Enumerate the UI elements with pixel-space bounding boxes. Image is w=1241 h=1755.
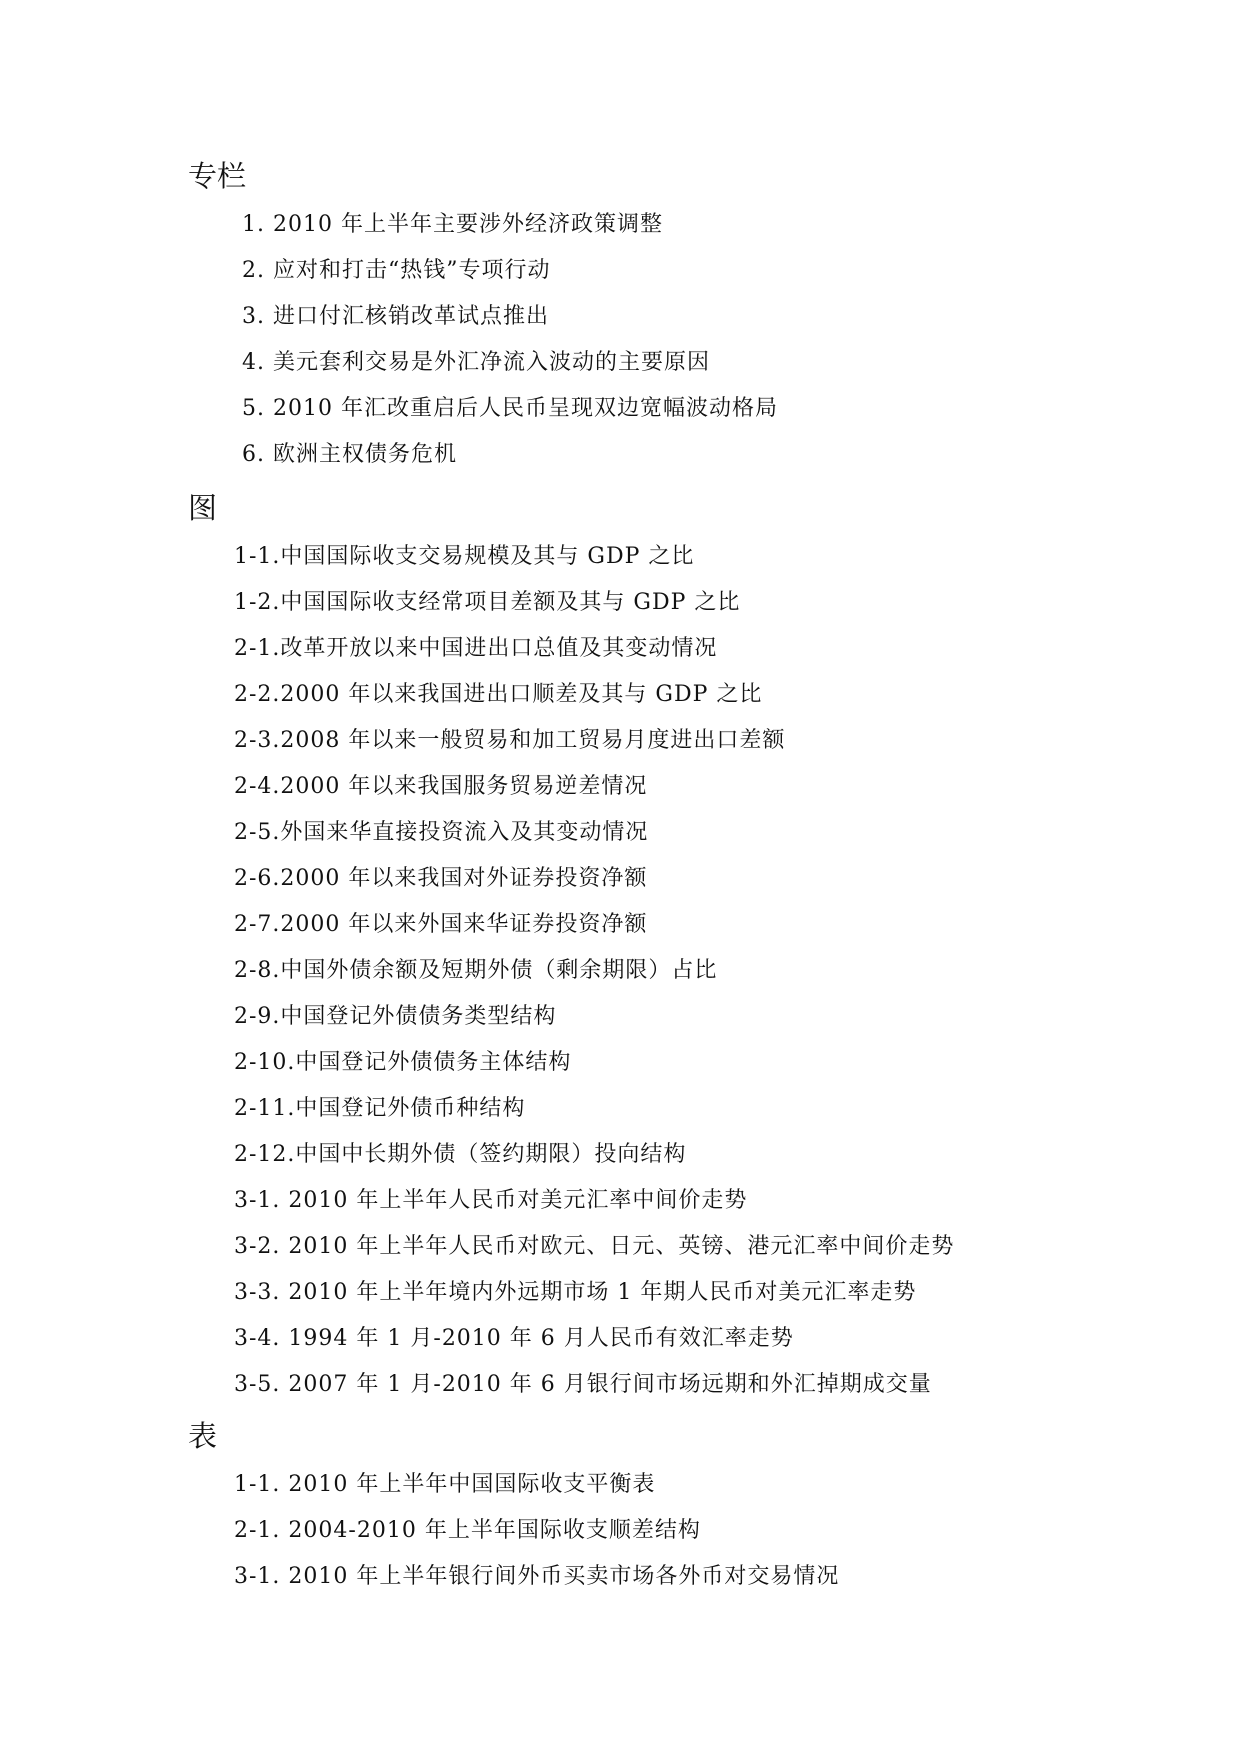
figures-list-item: 2-5.外国来华直接投资流入及其变动情况 [234, 820, 649, 845]
figures-list-item: 2-4.2000 年以来我国服务贸易逆差情况 [234, 774, 648, 799]
columns-section-title: 专栏 [188, 159, 247, 193]
columns-list-item: 4. 美元套利交易是外汇净流入波动的主要原因 [242, 350, 710, 375]
figures-list-item: 3-5. 2007 年 1 月-2010 年 6 月银行间市场远期和外汇掉期成交量 [234, 1372, 932, 1397]
figures-list-item: 3-1. 2010 年上半年人民币对美元汇率中间价走势 [234, 1188, 748, 1213]
figures-list-item: 2-9.中国登记外债债务类型结构 [234, 1004, 557, 1029]
tables-section-title: 表 [188, 1419, 218, 1453]
columns-list-item: 2. 应对和打击“热钱”专项行动 [242, 258, 551, 283]
columns-list-item: 5. 2010 年汇改重启后人民币呈现双边宽幅波动格局 [242, 396, 778, 421]
figures-list-item: 1-2.中国国际收支经常项目差额及其与 GDP 之比 [234, 590, 741, 615]
figures-list-item: 2-11.中国登记外债币种结构 [234, 1096, 526, 1121]
figures-list [234, 534, 954, 1408]
figures-list-item: 3-3. 2010 年上半年境内外远期市场 1 年期人民币对美元汇率走势 [234, 1280, 917, 1305]
figures-list-item: 2-10.中国登记外债债务主体结构 [234, 1050, 572, 1075]
figures-list-item: 2-6.2000 年以来我国对外证券投资净额 [234, 866, 648, 891]
figures-list-item: 2-2.2000 年以来我国进出口顺差及其与 GDP 之比 [234, 682, 763, 707]
tables-list-item: 1-1. 2010 年上半年中国国际收支平衡表 [234, 1472, 656, 1497]
figures-list-item: 1-1.中国国际收支交易规模及其与 GDP 之比 [234, 544, 695, 569]
columns-list-item: 1. 2010 年上半年主要涉外经济政策调整 [242, 212, 663, 237]
figures-list-item: 2-7.2000 年以来外国来华证券投资净额 [234, 912, 648, 937]
figures-list-item: 3-4. 1994 年 1 月-2010 年 6 月人民币有效汇率走势 [234, 1326, 794, 1351]
columns-list-item: 6. 欧洲主权债务危机 [242, 442, 457, 467]
figures-section-title: 图 [188, 491, 218, 525]
figures-list-item: 2-8.中国外债余额及短期外债（剩余期限）占比 [234, 958, 718, 983]
columns-list-item: 3. 进口付汇核销改革试点推出 [242, 304, 549, 329]
tables-list-item: 3-1. 2010 年上半年银行间外币买卖市场各外币对交易情况 [234, 1564, 840, 1589]
figures-list-item: 2-1.改革开放以来中国进出口总值及其变动情况 [234, 636, 718, 661]
figures-list-item: 2-12.中国中长期外债（签约期限）投向结构 [234, 1142, 687, 1167]
columns-list [242, 202, 778, 478]
tables-list-item: 2-1. 2004-2010 年上半年国际收支顺差结构 [234, 1518, 701, 1543]
figures-list-item: 3-2. 2010 年上半年人民币对欧元、日元、英镑、港元汇率中间价走势 [234, 1234, 955, 1259]
figures-list-item: 2-3.2008 年以来一般贸易和加工贸易月度进出口差额 [234, 728, 786, 753]
tables-list [234, 1462, 839, 1600]
